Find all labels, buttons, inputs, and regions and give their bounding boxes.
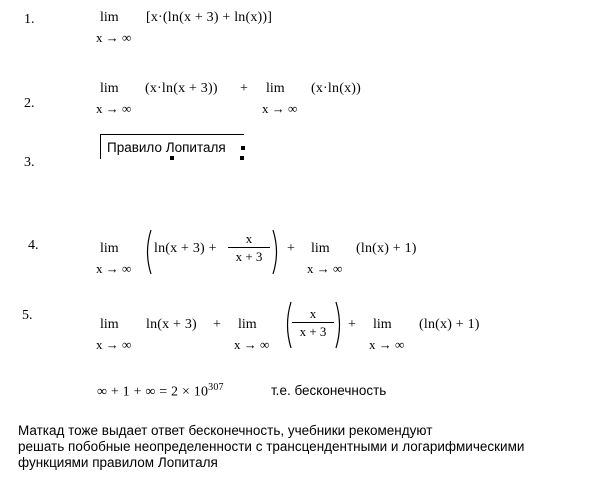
step-4-fraction (228, 231, 270, 264)
step-5-expression-1: ln(x + 3) (146, 317, 197, 332)
step-4-fraction-bar (228, 247, 270, 248)
step-5-right-paren (334, 300, 344, 350)
step-2-lim-2: lim (266, 81, 285, 96)
step-2-plus: + (240, 81, 249, 96)
step-3-number: 3. (24, 155, 35, 170)
rule-handle-corner[interactable] (240, 156, 244, 160)
step-5-fraction-numerator: x (309, 306, 317, 321)
step-1-lim: lim (100, 10, 119, 25)
step-5-plus-2: + (348, 317, 357, 332)
step-5-fraction (292, 306, 334, 339)
step-1-number: 1. (24, 12, 35, 27)
step-1-limit-to: x → ∞ (96, 30, 132, 45)
step-5-fraction-denominator: x + 3 (299, 324, 327, 339)
step-4-fraction-denominator: x + 3 (235, 249, 263, 264)
result-lhs: ∞ + 1 + ∞ = 2 × 10 (97, 384, 209, 400)
step-4-limit-to-1: x → ∞ (96, 261, 132, 276)
result-comment: т.е. бесконечность (271, 383, 387, 398)
step-2-limit-to-1: x → ∞ (96, 101, 132, 116)
step-4-expression-left: ln(x + 3) + (154, 241, 217, 256)
step-4-limit-to-2: x → ∞ (307, 261, 343, 276)
result-expression (97, 382, 224, 401)
step-5-limit-to-1: x → ∞ (96, 337, 132, 352)
step-2-limit-to-2: x → ∞ (262, 101, 298, 116)
rule-text[interactable]: Правило Лопиталя (107, 140, 226, 155)
step-4-fraction-numerator: x (245, 231, 253, 246)
rule-handle-right[interactable] (241, 146, 245, 150)
step-4-lim-2: lim (311, 241, 330, 256)
step-5-expression-3: (ln(x) + 1) (419, 317, 480, 332)
step-5-lim-3: lim (373, 317, 392, 332)
step-5-lim-2: lim (238, 317, 257, 332)
step-4-expression-2: (ln(x) + 1) (356, 241, 417, 256)
step-4-number: 4. (28, 238, 39, 253)
note-line-3: функциями правилом Лопиталя (18, 455, 218, 470)
step-2-lim-1: lim (100, 81, 119, 96)
step-5-plus-1: + (213, 317, 222, 332)
step-2-number: 2. (24, 96, 35, 111)
step-5-lim-1: lim (100, 317, 119, 332)
step-5-limit-to-2: x → ∞ (234, 337, 270, 352)
note-line-1: Маткад тоже выдает ответ бесконечность, учебники рекомендуют (18, 423, 433, 438)
rule-handle-bottom[interactable] (170, 156, 174, 160)
step-5-fraction-bar (292, 322, 334, 323)
step-5-limit-to-3: x → ∞ (369, 337, 405, 352)
step-4-right-paren (271, 228, 281, 276)
step-2-expression-2: (x·ln(x)) (311, 81, 362, 96)
step-4-lim-1: lim (100, 241, 119, 256)
note-line-2: решать побобные неопределенности с трансцендентными и логарифмическими (18, 439, 525, 454)
step-4-plus: + (287, 241, 296, 256)
step-2-expression-1: (x·ln(x + 3)) (145, 81, 218, 96)
result-exponent: 307 (208, 382, 224, 393)
step-1-expression: [x·(ln(x + 3) + ln(x))] (146, 10, 273, 25)
step-4-left-paren (143, 228, 153, 276)
step-5-number: 5. (22, 308, 33, 323)
